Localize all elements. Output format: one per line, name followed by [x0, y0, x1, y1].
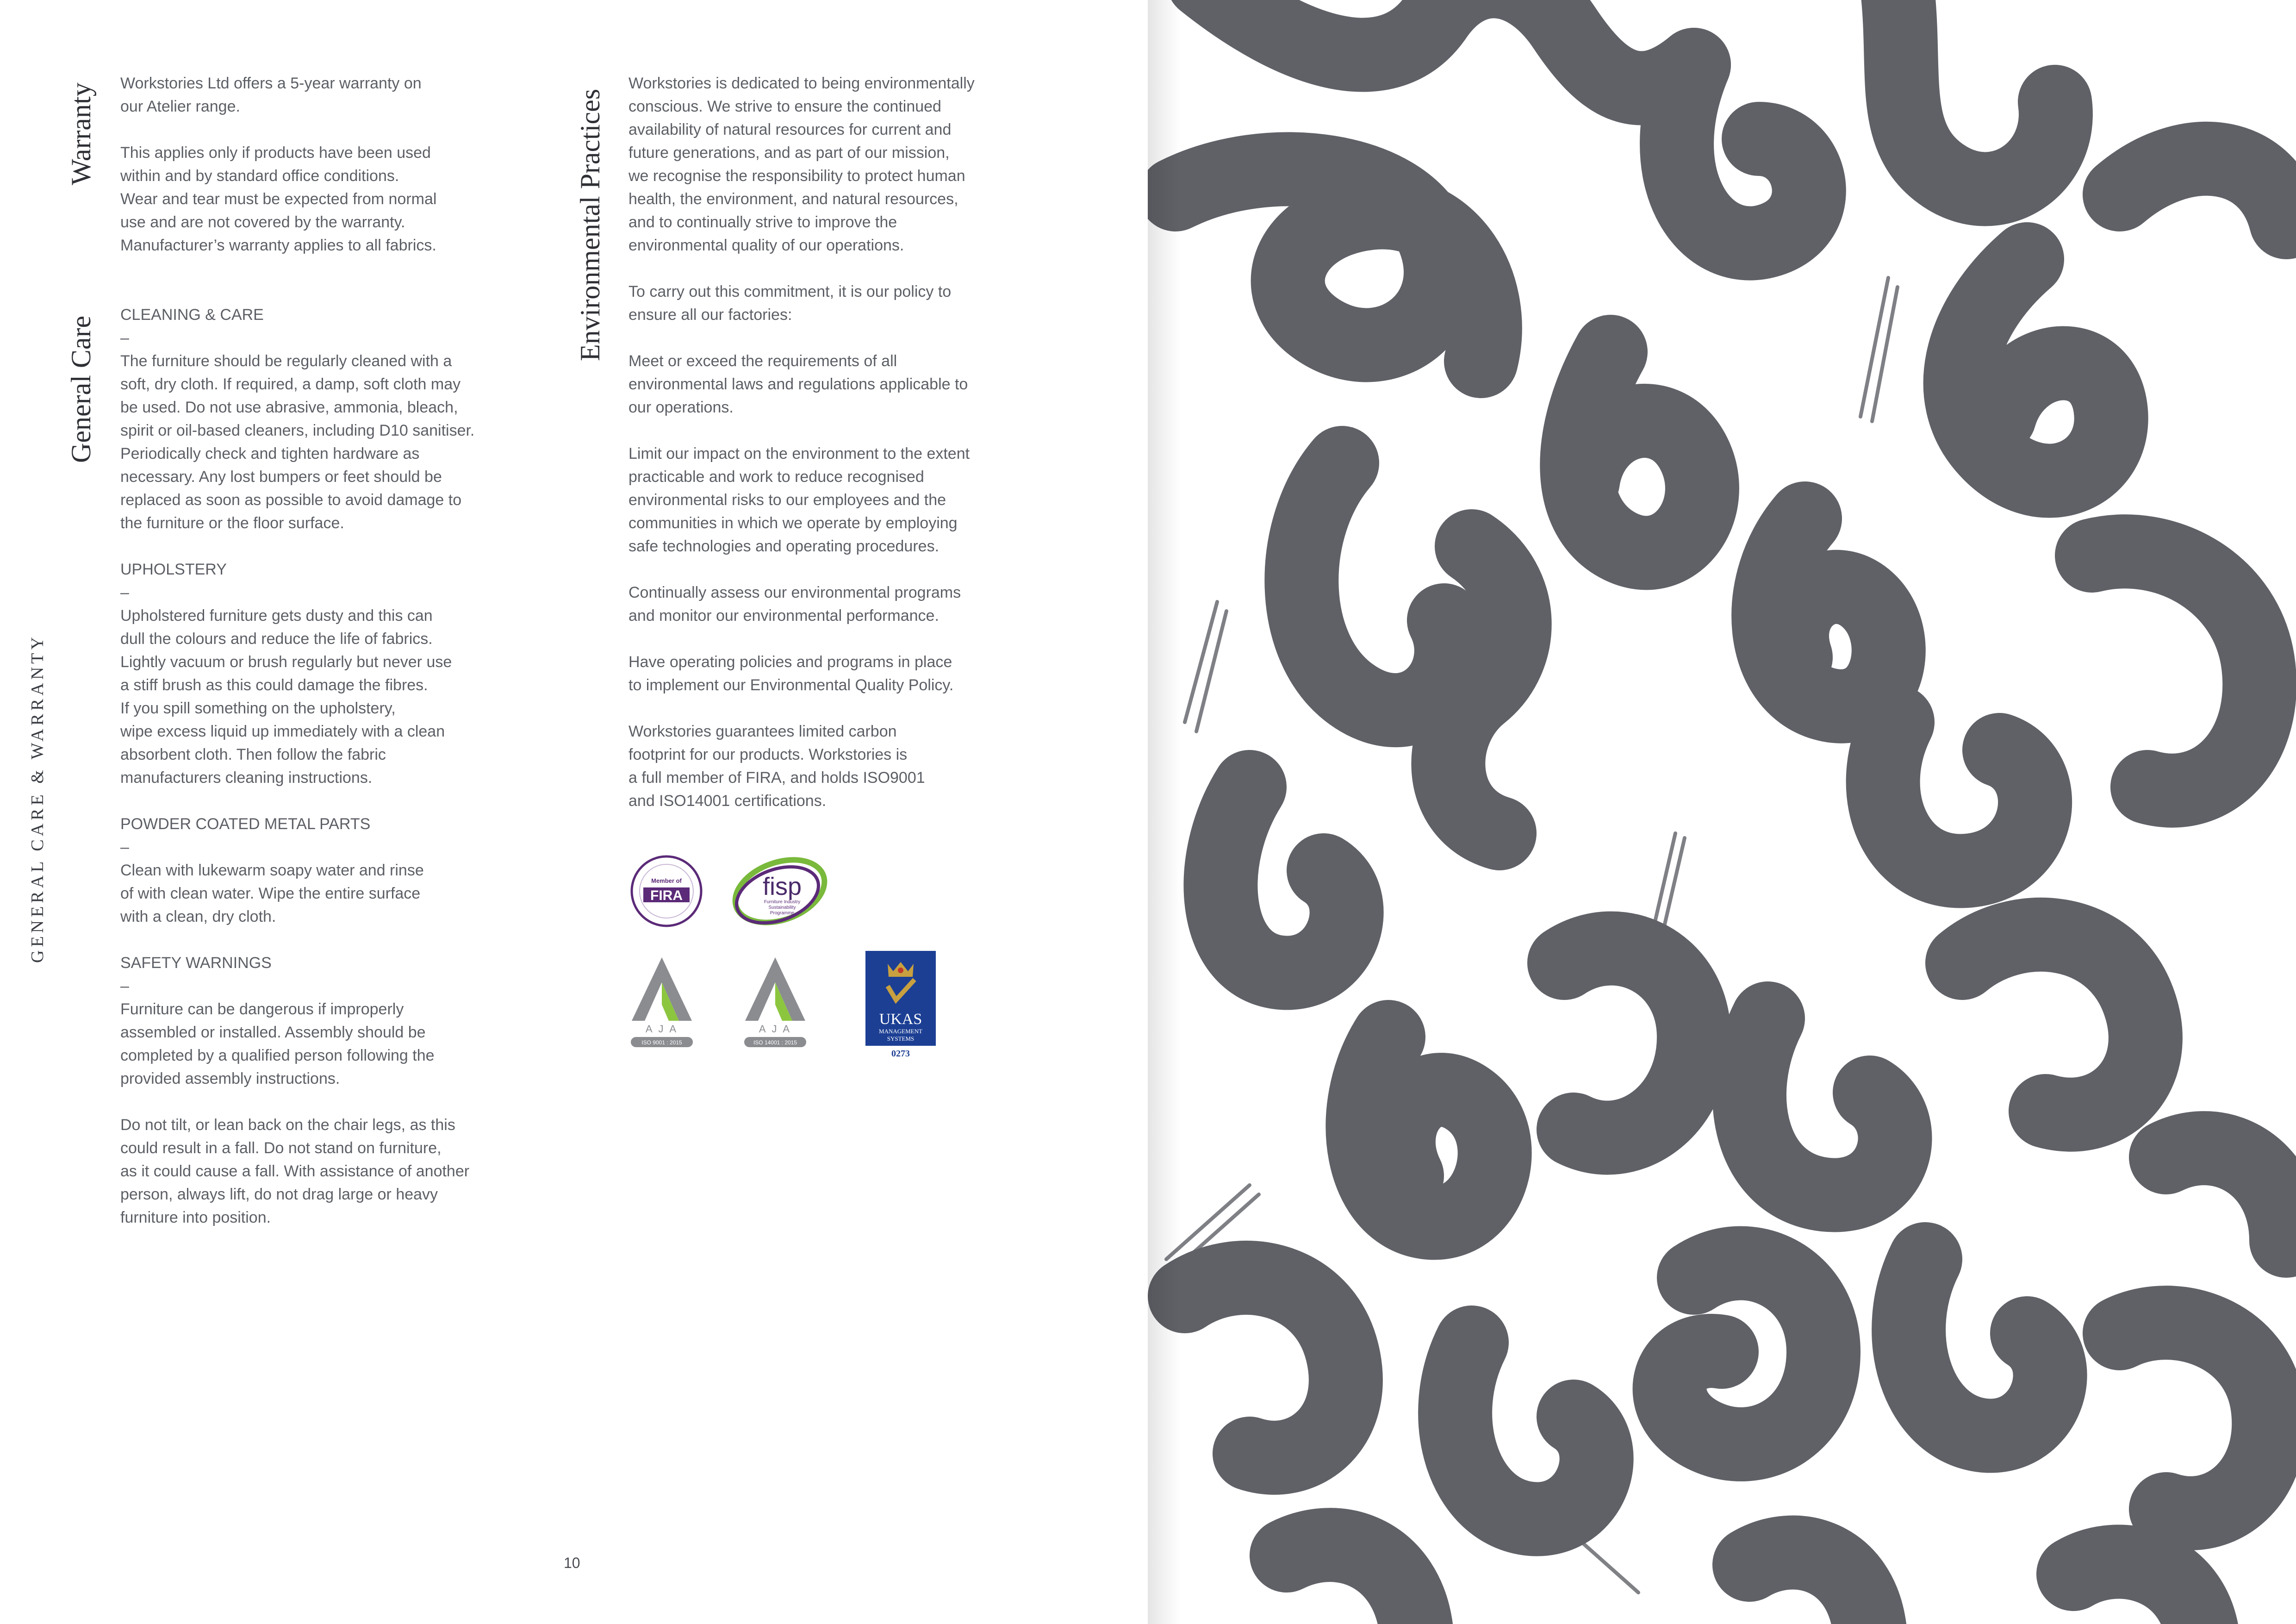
fira-name: FIRA [650, 888, 683, 903]
fisp-line: Furniture Industry [764, 899, 801, 905]
general-care-heading: General Care [66, 315, 96, 463]
ukas-number: 0273 [891, 1049, 910, 1059]
env-paragraph: Meet or exceed the requirements of all environmental laws and regulations applicable to our operations. [628, 352, 968, 416]
right-page-pattern [1148, 0, 2296, 1624]
section-text: The furniture should be regularly cleaned with a soft, dry cloth. If required, a damp, soft cloth may be used. Do not use abrasive, ammonia, bleach, spirit or oil-based cleaners, including D10 sanitiser. Periodically check and tighten hardware as necessary. Any lost bumpers or feet should be replaced as soon as possible to avoid damage to the furniture or the floor surface. [120, 352, 475, 532]
env-paragraph: Workstories guarantees limited carbon footprint for our products. Workstories is a full member of FIRA, and holds ISO9001 and ISO14001 certifications. [628, 723, 925, 810]
section-text: Clean with lukewarm soapy water and rinse of with clean water. Wipe the entire surface with a clean, dry cloth. [120, 862, 424, 925]
page-number: 10 [564, 1555, 580, 1571]
section-title: POWDER COATED METAL PARTS [120, 815, 371, 833]
aja-name: A J A [759, 1023, 792, 1035]
ukas-line: SYSTEMS [887, 1035, 915, 1042]
section-title: UPHOLSTERY [120, 561, 227, 578]
page-gutter-shadow [1148, 0, 1180, 1624]
side-title: GENERAL CARE & WARRANTY [28, 634, 47, 963]
fisp-logo [727, 854, 833, 928]
env-paragraph: Continually assess our environmental programs and monitor our environmental performance. [628, 584, 961, 625]
section-dash: – [120, 584, 129, 601]
ukas-logo [865, 950, 939, 1061]
aja-badge: ISO 14001 : 2015 [753, 1039, 797, 1046]
env-paragraph: Have operating policies and programs in place to implement our Environmental Quality Policy. [628, 653, 954, 694]
section-text: Furniture can be dangerous if improperly assembled or installed. Assembly should be completed by a qualified person following the provided assembly instructions. [120, 1000, 435, 1087]
section-text: Upholstered furniture gets dusty and this can dull the colours and reduce the life of fabrics. Lightly vacuum or brush regularly but never use a stiff brush as this could damage the fibres. If you spill something on the upholstery, wipe excess liquid up immediately with a clean absorbent cloth. Then follow the fabric manufacturers cleaning instructions. [120, 607, 452, 787]
aja-badge: ISO 9001 : 2015 [641, 1039, 682, 1046]
env-paragraph: Limit our impact on the environment to the extent practicable and work to reduce recognised environmental risks to our employees and the communities in which we operate by employing safe technologies and operating procedures. [628, 445, 970, 555]
aja-iso14001-logo [740, 954, 810, 1049]
section-title: CLEANING & CARE [120, 306, 264, 324]
section-dash: – [120, 838, 129, 856]
section-text: Do not tilt, or lean back on the chair legs, as this could result in a fall. Do not stand on furniture, as it could cause a fall. With assistance of another person, always lift, do not drag large or heavy furniture into position. [120, 1116, 470, 1226]
section-dash: – [120, 329, 129, 347]
aja-name: A J A [645, 1023, 678, 1035]
general-care-text [120, 303, 537, 1229]
ukas-line: MANAGEMENT [879, 1028, 922, 1035]
fisp-name: fisp [762, 873, 802, 900]
fisp-line: Sustainability [768, 905, 796, 910]
fisp-line: Programme [770, 911, 795, 916]
warranty-text [120, 72, 537, 257]
fira-top-text: Member of [651, 877, 682, 884]
environmental-heading: Environmental Practices [575, 88, 605, 361]
section-title: SAFETY WARNINGS [120, 954, 272, 972]
env-paragraph: To carry out this commitment, it is our policy to ensure all our factories: [628, 283, 952, 324]
warranty-paragraph: Workstories Ltd offers a 5-year warranty on our Atelier range. [120, 75, 422, 115]
aja-iso9001-logo [627, 954, 697, 1049]
section-dash: – [120, 977, 129, 995]
warranty-paragraph: This applies only if products have been used within and by standard office conditions. Wear and tear must be expected from normal use and are not covered by the warranty. Manufacturer’s warranty applies to all fabrics. [120, 144, 437, 254]
fira-logo [629, 854, 703, 928]
environmental-text [628, 72, 1054, 812]
env-paragraph: Workstories is dedicated to being environmentally conscious. We strive to ensure the continued availability of natural resources for current and future generations, and as part of our mission, we recognise the responsibility to protect human health, the environment, and natural resources, and to continually strive to improve the environmental quality of our operations. [628, 75, 975, 254]
warranty-heading: Warranty [66, 82, 96, 185]
brush-pattern-illustration [1148, 0, 2296, 1624]
ukas-name: UKAS [879, 1011, 922, 1028]
